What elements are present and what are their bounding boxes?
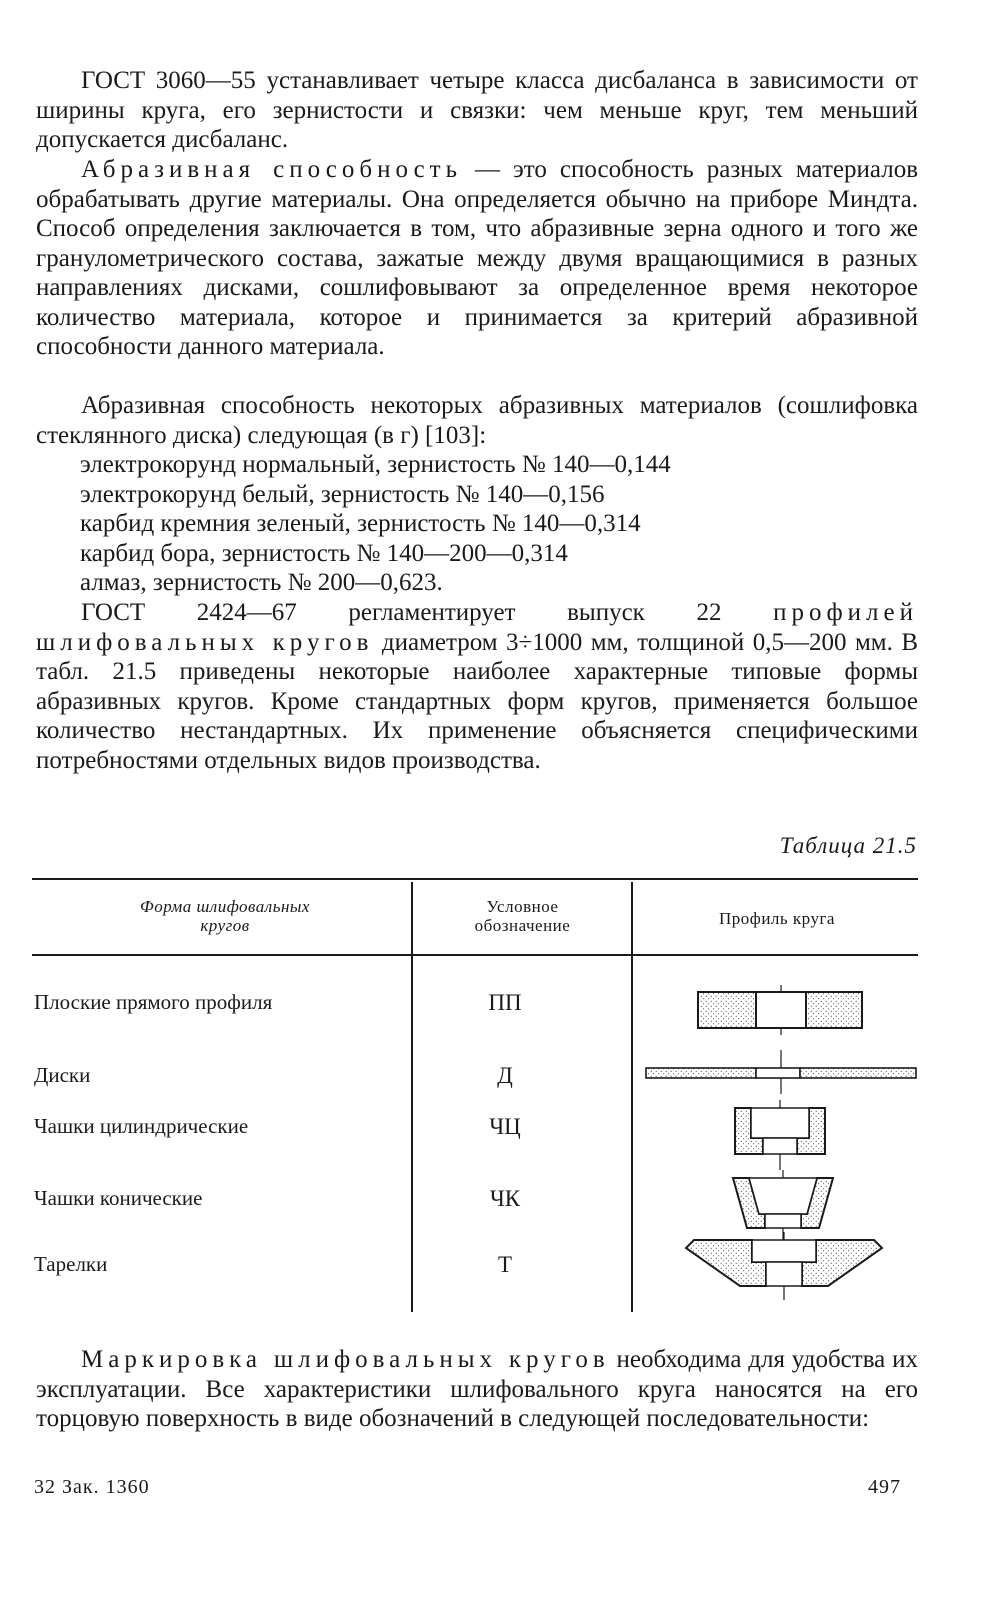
table-row-code: ЧК [489,1186,521,1211]
paragraph-marking [36,1345,918,1434]
table-top-rule [32,878,918,880]
page-number: 497 [868,1476,901,1498]
header-profile: Профиль круга [719,909,835,928]
footer-order-number: 32 Зак. 1360 [34,1476,150,1498]
paragraph-abrasive-list-intro: Абразивная способность некоторых абразивных материалов (сошлифовка стеклянного диска) следующая (в г) [103]: [36,392,918,449]
header-form: Форма шлифовальных кругов [140,897,310,935]
table-row-name: Тарелки [34,1252,108,1276]
list-item: алмаз, зернистость № 200—0,623. [80,569,443,596]
table-row-code: ПП [488,990,522,1015]
paragraph-gost-2424 [36,598,918,775]
list-item: электрокорунд белый, зернистость № 140—0,156 [80,480,605,508]
list-item: карбид бора, зернистость № 140—200—0,314 [80,539,568,567]
term-abrasive-ability: Абразивная способность [81,156,462,183]
table-row-name: Диски [34,1063,91,1087]
table-row-name: Чашки конические [34,1186,203,1210]
paragraph-abrasive-ability [36,155,918,362]
abrasive-ability-list [80,450,920,598]
table-row-name: Плоские прямого профиля [34,990,273,1014]
term-wheel-profiles: профилей шлифовальных кругов [36,599,918,656]
table-row-code: Д [497,1063,513,1088]
table-row-code: Т [497,1252,513,1277]
conical-cup-profile-icon [725,1170,845,1240]
list-item: карбид кремния зеленый, зернистость № 140—0,314 [80,510,641,537]
table-row-name: Чашки цилиндрические [34,1114,249,1138]
paragraph-marking-text: необходима для удобства их эксплуатации. Все характеристики шлифовального круга наносятся на его торцовую поверхность в виде обозначений в следующей последовательности: [36,1346,919,1432]
table-column-divider [631,882,633,1312]
header-code: Условное обозначение [474,897,571,935]
paragraph-gost-3060: ГОСТ 3060—55 устанавливает четыре класса дисбаланса в зависимости от ширины круга, его зернистости и связки: чем меньше круг, тем меньший допускается дисбаланс. [36,67,918,153]
flat-straight-wheel-profile-icon [690,985,870,1035]
list-item: электрокорунд нормальный, зернистость № 140—0,144 [80,451,671,478]
disc-profile-icon [640,1050,924,1094]
cylindrical-cup-profile-icon [725,1100,835,1170]
table-header-rule [32,954,918,956]
paragraph-gost-2424-start: ГОСТ 2424—67 регламентирует выпуск 22 [81,599,774,626]
table-column-divider [411,882,413,1312]
paragraph-abrasive-ability-text: — это способность разных материалов обрабатывать другие материалы. Она определяется обычно на приборе Миндта. Способ определения заключается в том, что абразивные зерна одного и того же гранулометрического состава, зажатые между двумя вращающимися в разных направлениях дисками, сошлифовывают за определенное время некоторое количество материала, которое и принимается за критерий абразивной способности данного материала. [36,156,918,360]
table-row-code: ЧЦ [489,1114,521,1139]
paragraph-gost-2424-text: диаметром 3÷1000 мм, толщиной 0,5—200 мм. В табл. 21.5 приведены некоторые наиболее характерные типовые формы абразивных кругов. Кроме стандартных форм кругов, применяется большое количество нестандартных. Их применение объясняется специфическими потребностями отдельных видов производства. [36,628,918,774]
dish-profile-icon [680,1232,890,1300]
term-marking: Маркировка шлифовальных кругов [81,1346,610,1373]
table-caption: Таблица 21.5 [779,833,917,858]
